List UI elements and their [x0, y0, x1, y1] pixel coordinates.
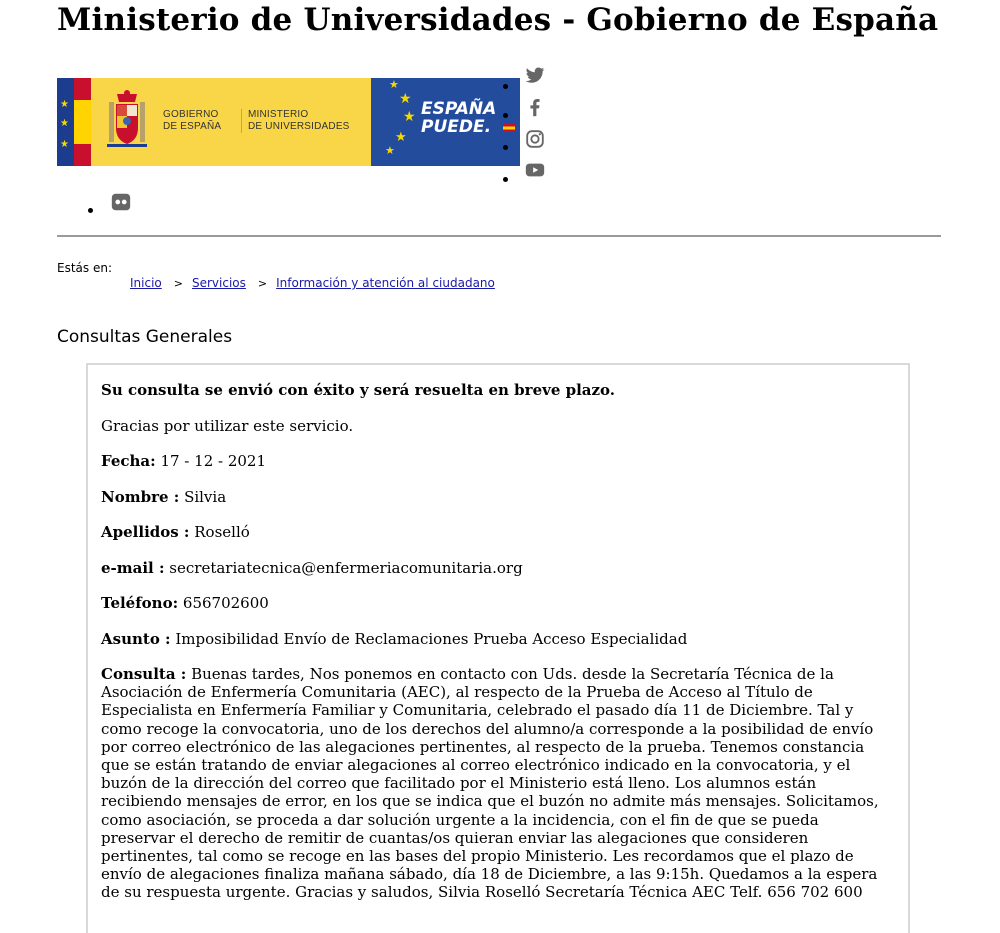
list-bullet	[503, 145, 508, 150]
star-icon: ★	[385, 145, 395, 157]
breadcrumb-inicio[interactable]: Inicio	[130, 276, 162, 290]
coat-of-arms-icon	[103, 88, 151, 154]
star-icon: ★	[403, 110, 416, 125]
slogan-line-2: PUEDE.	[421, 117, 492, 137]
page-title: Consultas Generales	[57, 327, 233, 347]
breadcrumb-separator: >	[257, 277, 268, 290]
breadcrumb-servicios[interactable]: Servicios	[191, 276, 246, 290]
gobierno-line-2: DE ESPAÑA	[163, 121, 222, 132]
submission-result-box	[86, 363, 910, 933]
header-divider	[57, 235, 941, 237]
star-icon: ★	[399, 92, 412, 107]
spain-flag-stripe	[74, 78, 91, 166]
list-bullet	[503, 177, 508, 182]
gobierno-line-1: GOBIERNO	[163, 109, 219, 120]
breadcrumb	[130, 276, 495, 290]
youtube-icon[interactable]	[524, 159, 546, 181]
field-value: Silvia	[184, 487, 227, 506]
field-value: Imposibilidad Envío de Reclamaciones Prueba Acceso Especialidad	[175, 629, 688, 648]
government-logo	[91, 78, 371, 166]
government-banner[interactable]	[57, 78, 520, 166]
eu-star-icon: ★	[60, 139, 69, 150]
field-label: Asunto :	[101, 629, 171, 648]
field-value: 17 - 12 - 2021	[160, 452, 267, 470]
site-title: Ministerio de Universidades - Gobierno de España	[57, 2, 939, 38]
espana-puede-slogan	[421, 100, 496, 136]
eu-star-icon: ★	[60, 118, 69, 129]
spain-flag-icon	[503, 124, 515, 132]
eu-flag-stripe	[57, 78, 74, 166]
field-value: Roselló	[194, 523, 250, 541]
field-apellidos	[101, 523, 895, 541]
ministerio-line-2: DE UNIVERSIDADES	[248, 121, 350, 132]
field-label: Teléfono:	[101, 594, 179, 612]
breadcrumb-separator: >	[173, 277, 183, 290]
breadcrumb-informacion[interactable]: Información y atención al ciudadano	[276, 276, 495, 290]
slogan-line-1: ESPAÑA	[421, 99, 497, 119]
field-label: Fecha:	[101, 452, 156, 470]
field-label: Apellidos :	[101, 523, 190, 541]
field-email	[101, 559, 895, 577]
field-label: Consulta :	[101, 665, 187, 683]
ministerio-line-1: MINISTERIO	[248, 109, 309, 120]
field-value: secretariatecnica@enfermeriacomunitaria.org	[169, 558, 523, 577]
flickr-icon[interactable]	[110, 191, 132, 213]
instagram-icon[interactable]	[524, 128, 546, 150]
ministerio-label	[241, 109, 350, 133]
espana-puede-logo	[371, 78, 520, 166]
field-value: 656702600	[182, 594, 269, 612]
eu-star-icon: ★	[60, 99, 69, 110]
field-asunto	[101, 630, 895, 648]
field-consulta	[101, 665, 895, 902]
consulta-text: Buenas tardes, Nos ponemos en contacto con Uds. desde la Secretaría Técnica de la Asociación de Enfermería Comunitaria (AEC), al respecto de la Prueba de Acceso al Título de Especialista en Enfermería Familiar y Comunitaria, celebrado el pasado día 11 de Diciembre. Tal y como recoge la convocatoria, uno de los derechos del alumno/a corresponde a la posibilidad de envío por correo electrónico de las alegaciones pertinentes, al respecto de la prueba. Tenemos constancia que se están tratando de enviar alegaciones al correo electrónico indicado en la convocatoria, y el buzón de la dirección del correo que facilitado por el Ministerio está lleno. Los alumnos están recibiendo mensajes de error, en los que se indica que el buzón no admite más mensajes. Solicitamos, como asociación, se proceda a dar solución urgente a la incidencia, con el fin de que se pueda preservar el derecho de remitir de cuantas/os quieran enviar las alegaciones que consideren pertinentes, tal como se recoge en las bases del propio Ministerio. Les recordamos que el plazo de envío de alegaciones finaliza mañana sábado, día 18 de Diciembre, a las 9:15h. Quedamos a la espera de su respuesta urgente. Gracias y saludos, Silvia Roselló Secretaría Técnica AEC Telf. 656 702 600	[101, 665, 879, 902]
field-label: Nombre :	[101, 487, 180, 506]
list-bullet	[88, 208, 93, 213]
thanks-message: Gracias por utilizar este servicio.	[101, 416, 354, 435]
field-telefono	[101, 594, 895, 612]
field-nombre	[101, 488, 895, 506]
facebook-icon[interactable]	[524, 96, 546, 118]
star-icon: ★	[389, 79, 399, 91]
success-message: Su consulta se envió con éxito y será resuelta en breve plazo.	[101, 381, 615, 399]
list-bullet	[503, 113, 508, 118]
list-bullet	[503, 84, 508, 89]
twitter-icon[interactable]	[524, 64, 546, 86]
gobierno-label	[163, 109, 221, 133]
field-label: e-mail :	[101, 558, 165, 577]
breadcrumb-label: Estás en:	[57, 261, 112, 275]
field-fecha	[101, 452, 895, 470]
star-icon: ★	[395, 129, 407, 144]
